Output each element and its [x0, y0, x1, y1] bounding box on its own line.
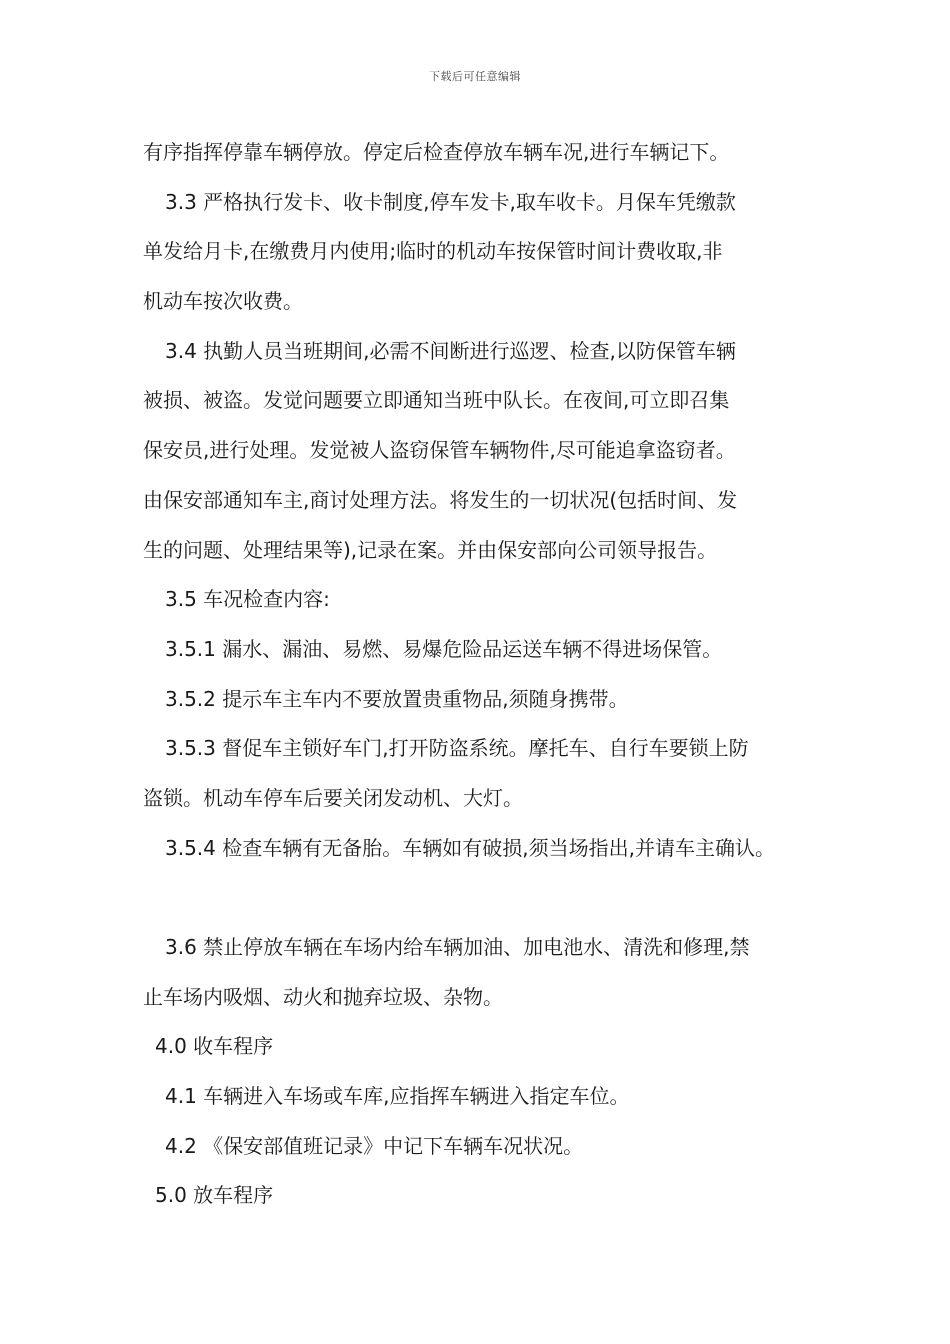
section-3-4: 3.4 执勤人员当班期间,必需不间断进行巡逻、检查,以防保管车辆 [165, 338, 736, 363]
text-line: 止车场内吸烟、动火和抛弃垃圾、杂物。 [143, 984, 503, 1009]
text-line: 生的问题、处理结果等),记录在案。并由保安部向公司领导报告。 [143, 537, 718, 562]
section-3-5-2: 3.5.2 提示车主车内不要放置贵重物品,须随身携带。 [165, 686, 629, 711]
document-body [143, 128, 833, 1221]
text-line: 有序指挥停靠车辆停放。停定后检查停放车辆车况,进行车辆记下。 [143, 140, 730, 164]
section-5-0: 5.0 放车程序 [155, 1183, 274, 1208]
text-line: 由保安部通知车主,商讨处理方法。将发生的一切状况(包括时间、发 [143, 487, 738, 512]
section-3-5-4: 3.5.4 检查车辆有无备胎。车辆如有破损,须当场指出,并请车主确认。 [165, 835, 775, 860]
text-line: 单发给月卡,在缴费月内使用;临时的机动车按保管时间计费收取,非 [143, 239, 723, 264]
page-header: 下载后可任意编辑 [429, 70, 521, 83]
section-4-2: 4.2 《保安部值班记录》中记下车辆车况状况。 [165, 1133, 584, 1158]
section-3-5-3: 3.5.3 督促车主锁好车门,打开防盗系统。摩托车、自行车要锁上防 [165, 736, 749, 761]
text-line: 盗锁。机动车停车后要关闭发动机、大灯。 [143, 785, 523, 810]
text-line: 保安员,进行处理。发觉被人盗窃保管车辆物件,尽可能追拿盗窃者。 [143, 438, 736, 463]
section-4-0: 4.0 收车程序 [155, 1034, 274, 1059]
section-3-5: 3.5 车况检查内容: [165, 587, 330, 612]
section-3-6: 3.6 禁止停放车辆在车场内给车辆加油、加电池水、清洗和修理,禁 [165, 935, 750, 959]
section-3-5-1: 3.5.1 漏水、漏油、易燃、易爆危险品运送车辆不得进场保管。 [165, 636, 723, 661]
section-4-1: 4.1 车辆进入车场或车库,应指挥车辆进入指定车位。 [165, 1084, 630, 1109]
text-line: 机动车按次收费。 [143, 289, 303, 314]
section-3-3: 3.3 严格执行发卡、收卡制度,停车发卡,取车收卡。月保车凭缴款 [165, 189, 736, 214]
text-line: 被损、被盗。发觉问题要立即通知当班中队长。在夜间,可立即召集 [143, 388, 730, 413]
blank-line [143, 873, 833, 923]
